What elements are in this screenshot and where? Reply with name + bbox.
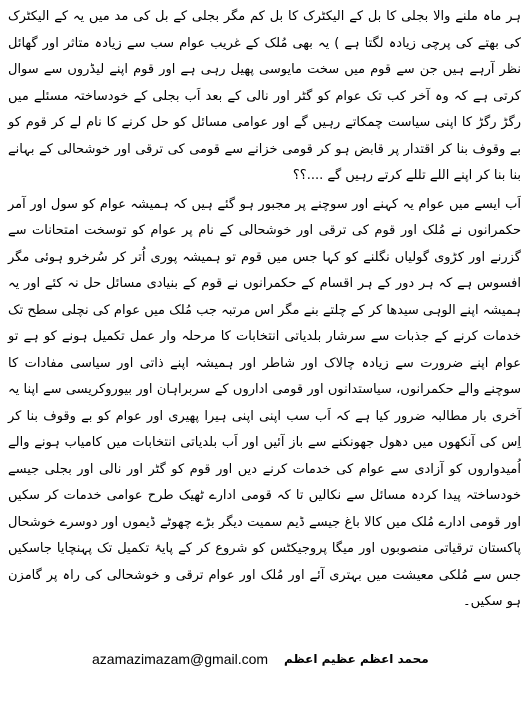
signature-line xyxy=(92,646,509,672)
paragraph-1: ہر ماہ ملنے والا بجلی کا بل کے الیکٹرک کا بل کم مگر بجلی کے بل کی مد میں یہ کے الیکٹرک کی بھتے کی پرچی زیادہ لگتا ہے ) یہ بھی مُلک کے غریب عوام سب سے زیادہ متاثر اور گھائل نظر آرہے ہیں جن سے قوم میں سخت مایوسی پھیل رہی ہے اور قوم اپنے لیڈروں سے سوال کرتی ہے کہ وہ آخر کب تک عوام کو گٹر اور نالی کے بعد اَب بجلی کے خودساختہ مسئلے میں رگڑ رگڑ کا اپنی سیاست چمکاتے رہیں گے اور عوامی مسائل کو حل کرنے کا نام لے کر قوم کو بے وقوف بنا کر اقتدار پر قابض ہو کر قومی خزانے سے قومی کی ترقی اور خوشحالی کے بہانے بنا بنا کر اپنے اللے تللے کرتے رہیں گے ....؟؟ xyxy=(8,9,521,183)
author-email: azamazimazam@gmail.com xyxy=(92,651,269,667)
author-name: محمد اعظم عظیم اعظم xyxy=(284,652,429,666)
paragraph-2: اَب ایسے میں عوام یہ کہنے اور سوچنے پر مجبور ہو گئے ہیں کہ ہمیشہ عوام کو سول اور آمر حکمرانوں نے مُلک اور قوم کی ترقی اور خوشحالی کے نام پر عوام کو توسخت امتحانات سے گزرنے اور کڑوی گولیاں نگلنے کو کہا جس میں قوم تو ہمیشہ پوری اُتر کر سُرخرو ہوئی مگر افسوس ہے کہ ہر دور کے ہر اقسام کے حکمرانوں نے قوم کے بنیادی مسائل حل نہ کئے اور یہ ہمیشہ اپنے الوہی سیدھا کر کے چلتے بنے مگر اس مرتبہ جب مُلک میں عوام کی نچلی سطح تک خدمات کرنے کے جذبات سے سرشار بلدیاتی انتخابات کا مرحلہ وار عمل تکمیل ہونے کو ہے تو عوام اپنے ضرورت سے زیادہ چالاک اور شاطر اور ہمیشہ اپنے ذاتی اور سیاسی مفادات کا سوچنے والے حکمرانوں، سیاستدانوں اور قومی اداروں کے سربراہان اور بیوروکریسی سے اپنا یہ آخری بار مطالبہ ضرور کیا ہے کہ اَب سب اپنی اپنی ہیرا پھیری اور عوام کو بے وقوف بنا کر اِس کی آنکھوں میں دھول جھونکنے سے باز آئیں اور اَب بلدیاتی انتخابات میں کامیاب ہونے والے اُمیدواروں کو آزادی سے عوام کی خدمات کرنے دیں اور قوم کو گٹر اور نالی اور بجلی جیسے خودساختہ پیدا کردہ مسائل سے نکالیں تا کہ قومی ادارے ٹھیک طرح عوامی خدمات کر سکیں اور قومی ادارے مُلک میں کالا باغ جیسے ڈیم سمیت دیگر بڑے چھوٹے ڈیموں اور دوسرے خوشحال پاکستان ترقیاتی منصوبوں اور میگا پروجیکٹس کو شروع کر کے پایۂ تکمیل تک پہنچایا جاسکیں جس سے مُلکی معیشت میں بہتری آئے اور مُلک اور عوام ترقی و خوشحالی کی راہ پر گامزن ہو سکیں۔ xyxy=(8,196,521,609)
